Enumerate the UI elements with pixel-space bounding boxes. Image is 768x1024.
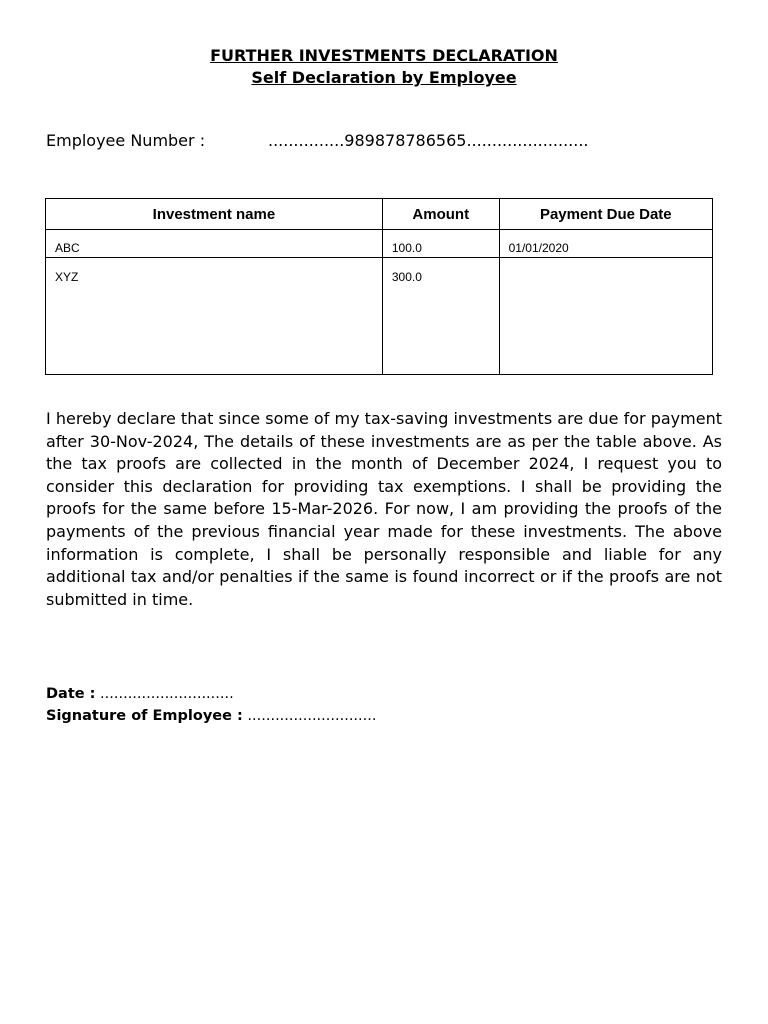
column-header-payment-due-date: Payment Due Date — [499, 199, 712, 230]
payment-due-date-cell — [499, 258, 712, 375]
declaration-paragraph: I hereby declare that since some of my tax-saving investments are due for payment after 30-Nov-2024, The details of these investments are as per the table above. As the tax proofs are collected in the month of December 2024, I request you to consider this declaration for providing tax exemptions. I shall be providing the proofs for the same before 15-Mar-2026. For now, I am providing the proofs of the payments of the previous financial year made for these investments. The above information is complete, I shall be personally responsible and liable for any additional tax and/or penalties if the same is found incorrect or if the proofs are not submitted in time. — [46, 409, 722, 609]
investment-name-cell: XYZ — [46, 258, 383, 375]
payment-due-date-cell: 01/01/2020 — [499, 230, 712, 258]
table-row — [46, 258, 713, 375]
amount-cell: 300.0 — [382, 258, 499, 375]
table-row — [46, 230, 713, 258]
document-subtitle: Self Declaration by Employee — [251, 68, 517, 87]
column-header-amount: Amount — [382, 199, 499, 230]
date-line — [46, 686, 234, 702]
employee-number-value: ...............989878786565........................ — [268, 131, 589, 150]
signature-label: Signature of Employee : — [46, 708, 243, 724]
date-value: ............................. — [100, 686, 234, 702]
signature-value: ............................ — [247, 708, 377, 724]
amount-cell: 100.0 — [382, 230, 499, 258]
signature-line — [46, 708, 376, 724]
column-header-investment-name: Investment name — [46, 199, 383, 230]
table-header-row — [46, 199, 713, 230]
investment-name-cell: ABC — [46, 230, 383, 258]
employee-number-label: Employee Number : — [46, 131, 206, 150]
document-title: FURTHER INVESTMENTS DECLARATION — [210, 46, 558, 65]
date-label: Date : — [46, 686, 96, 702]
investments-table — [45, 198, 713, 375]
